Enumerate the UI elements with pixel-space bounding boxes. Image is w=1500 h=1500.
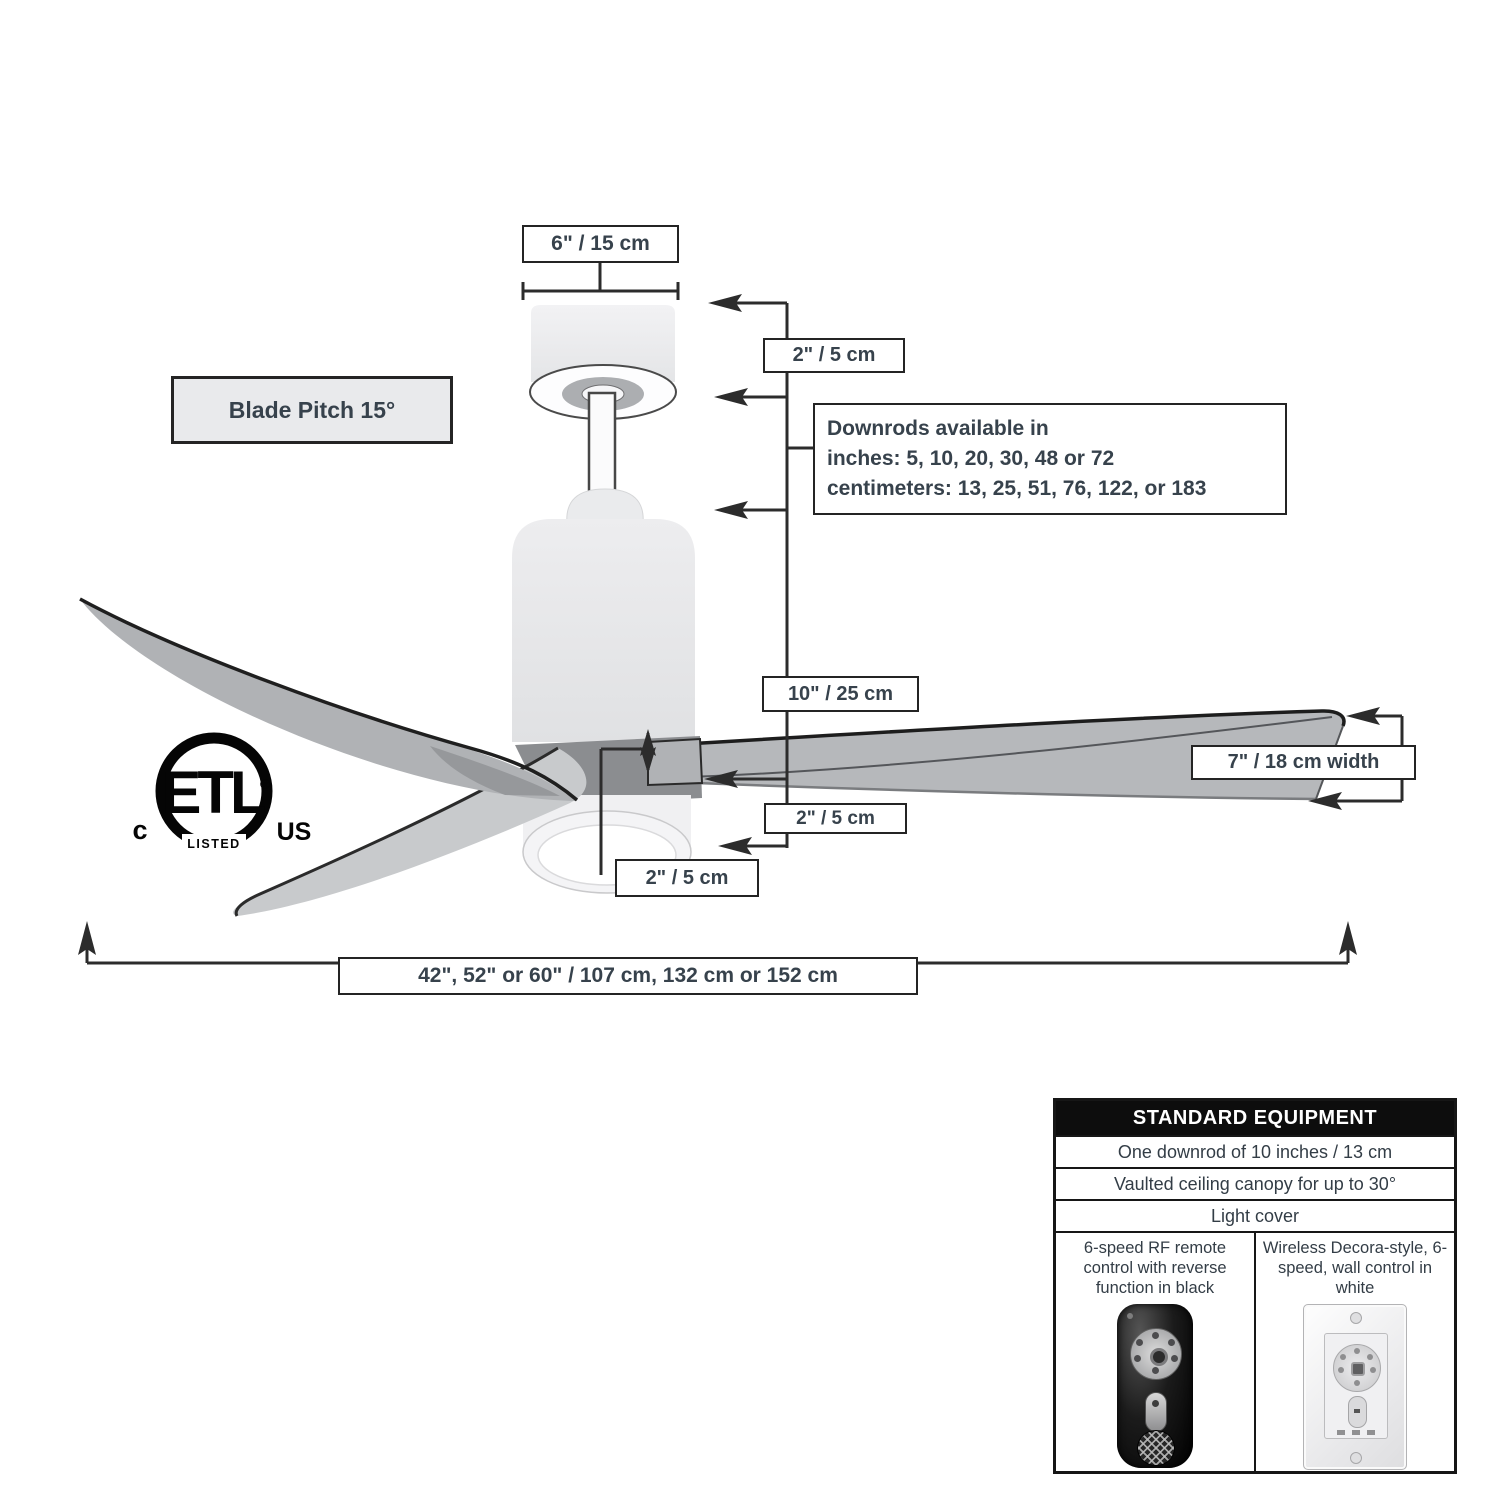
- remote-control-image: [1117, 1304, 1193, 1468]
- etl-us-text: US: [276, 818, 312, 846]
- wall-control-switch-marks: [1337, 1430, 1375, 1435]
- downrods-note-line2: inches: 5, 10, 20, 30, 48 or 72: [827, 447, 1115, 470]
- blade-width-label: 7" / 18 cm width: [1191, 745, 1416, 780]
- remote-speaker-globe: [1137, 1430, 1175, 1466]
- etl-listed-logo: [132, 738, 311, 851]
- downrods-note-line1: Downrods available in: [827, 417, 1049, 440]
- etl-listed-text: LISTED: [187, 837, 241, 851]
- equipment-cell-remote: [1056, 1233, 1256, 1471]
- etl-text: ETL: [161, 759, 263, 826]
- downrods-note: [813, 403, 1287, 515]
- wall-control-center-button: [1351, 1362, 1365, 1376]
- wall-control-oval-button: [1348, 1396, 1367, 1428]
- equipment-cell-wall-control: [1256, 1233, 1454, 1471]
- dimension-lines: [78, 263, 1402, 963]
- canopy-height-label: 2" / 5 cm: [763, 338, 905, 373]
- remote-oval-button: [1145, 1392, 1167, 1432]
- remote-cell-label: 6-speed RF remote control with reverse function in black: [1083, 1239, 1227, 1298]
- blade-pitch-label: Blade Pitch 15°: [171, 376, 453, 444]
- equipment-row-light-cover: Light cover: [1056, 1199, 1454, 1231]
- blade-upper-left-graphic: [80, 599, 577, 801]
- wall-plate-bottom-screw: [1350, 1452, 1362, 1464]
- wall-control-button-pad: [1333, 1344, 1381, 1392]
- canopy-width-label: 6" / 15 cm: [522, 225, 679, 263]
- wall-plate-top-screw: [1350, 1312, 1362, 1324]
- equipment-table-title: STANDARD EQUIPMENT: [1056, 1101, 1454, 1135]
- etl-registered-mark: ®: [260, 776, 271, 792]
- fan-span-label: 42", 52" or 60" / 107 cm, 132 cm or 152 cm: [338, 957, 918, 995]
- etl-c-text: c: [132, 815, 148, 845]
- motor-housing-graphic: [512, 519, 695, 742]
- remote-button-pad: [1130, 1328, 1182, 1380]
- light-depth-label: 2" / 5 cm: [764, 803, 907, 834]
- motor-height-label: 10" / 25 cm: [762, 676, 919, 712]
- remote-center-button: [1150, 1348, 1168, 1366]
- equipment-row-downrod: One downrod of 10 inches / 13 cm: [1056, 1135, 1454, 1167]
- blade-thickness-label: 2" / 5 cm: [615, 859, 759, 897]
- standard-equipment-table: [1053, 1098, 1457, 1474]
- equipment-row-canopy: Vaulted ceiling canopy for up to 30°: [1056, 1167, 1454, 1199]
- remote-ir-led: [1127, 1313, 1133, 1319]
- wall-control-cell-label: Wireless Decora-style, 6-speed, wall control in white: [1262, 1239, 1448, 1298]
- wall-control-panel: [1324, 1333, 1388, 1439]
- wall-control-image: [1303, 1304, 1407, 1470]
- downrods-note-line3: centimeters: 13, 25, 51, 76, 122, or 183: [827, 477, 1207, 500]
